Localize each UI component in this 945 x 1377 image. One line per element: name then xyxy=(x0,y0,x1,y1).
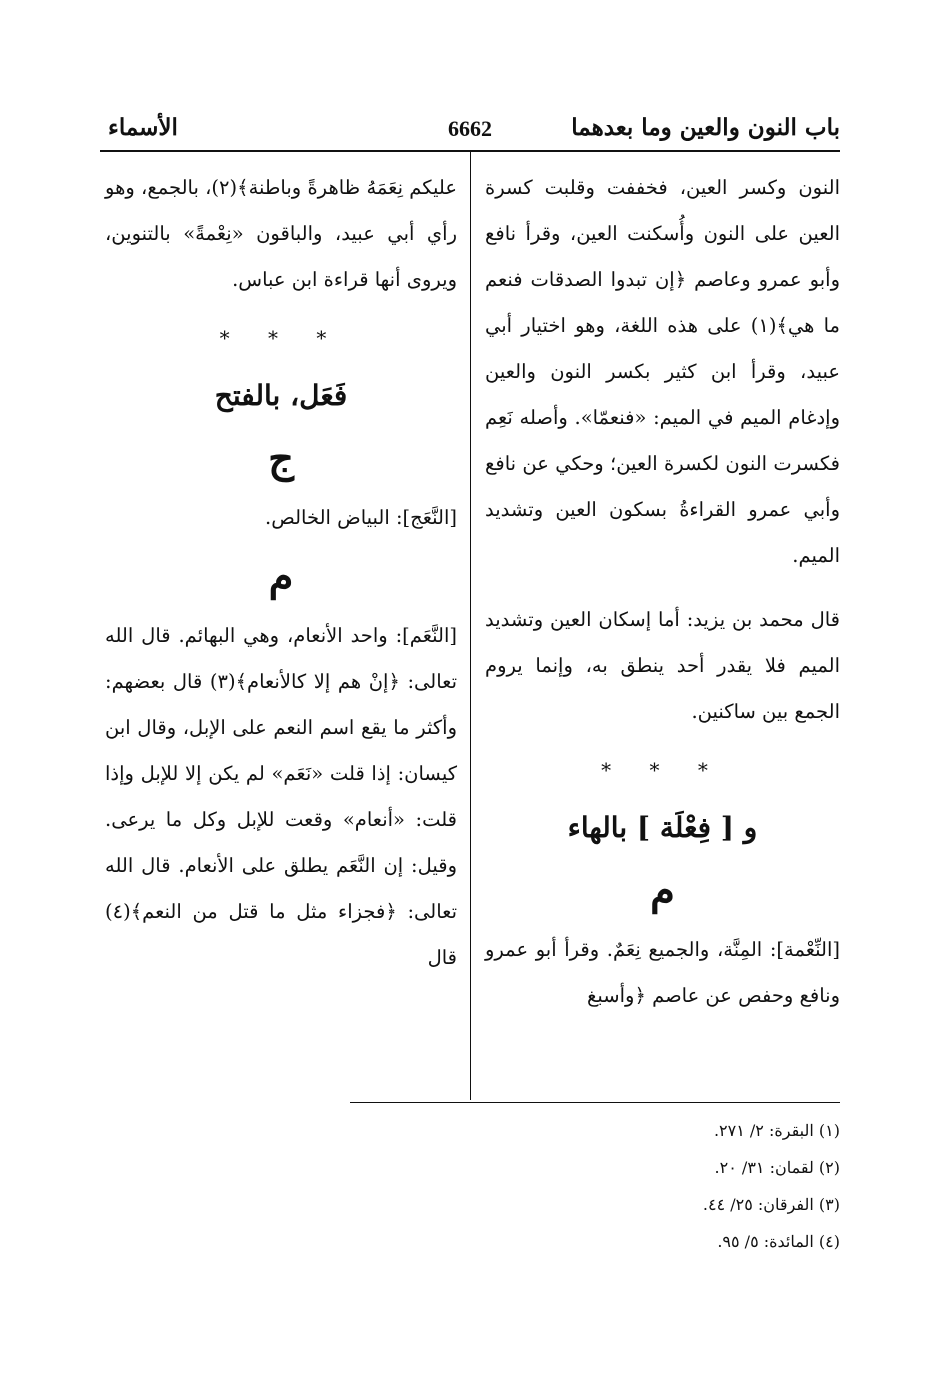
section-separator: * * * xyxy=(219,326,343,350)
right-column xyxy=(485,165,840,1019)
letter-heading: ج xyxy=(268,435,294,482)
paragraph: [النَّعَم]: واحد الأنعام، وهي البهائم. قال الله تعالى: ﴿إنْ هم إلا كالأنعام﴾(٣) قال بعضهم: وأكثر ما يقع اسم النعم على الإبل، وقال ابن كيسان: إذا قلت «نَعَم» لم يكن إلا للإبل وإذا قلت: «أنعام» وقعت للإبل وكل ما يرعى. وقيل: إن النَّعَم يطلق على الأنعام. قال الله تعالى: ﴿فجزاء مثل ما قتل من النعم﴾(٤) قال xyxy=(105,624,458,969)
paragraph: النون وكسر العين، فخففت وقلبت كسرة العين على النون وأُسكنت العين، وقرأ نافع وأبو عمرو وعاصم ﴿إن تبدوا الصدقات فنعم ما هي﴾(١) على هذه اللغة، وهو اختيار أبي عبيد، وقرأ ابن كثير بكسر النون والعين وإدغام الميم في الميم: «فنعمّا». وأصله نَعِم فكسرت النون لكسرة العين؛ وحكي عن نافع وأبي عمرو القراءةُ بسكون العين وتشديد الميم. xyxy=(485,176,841,567)
page-number: 6662 xyxy=(448,116,492,141)
section-heading: و [ فِعْلَة ] بالهاء xyxy=(567,811,758,844)
footnote: (١) البقرة: ٢/ ٢٧١. xyxy=(713,1121,840,1140)
footnote: (٣) الفرقان: ٢٥/ ٤٤. xyxy=(702,1195,840,1214)
letter-heading: م xyxy=(268,553,294,600)
paragraph: قال محمد بن يزيد: أما إسكان العين وتشديد الميم فلا يقدر أحد ينطق به، وإنما يروم الجمع بين ساكنين. xyxy=(485,608,840,723)
paragraph: [النَّعَج]: البياض الخالص. xyxy=(265,506,457,529)
section-separator: * * * xyxy=(601,758,724,782)
footnote: (٢) لقمان: ٣١/ ٢٠. xyxy=(714,1158,840,1177)
section-heading: فَعَل، بالفتح xyxy=(214,379,348,412)
section-title: الأسماء xyxy=(108,114,178,141)
letter-heading: م xyxy=(650,867,675,914)
column-divider xyxy=(470,150,471,1100)
page-header xyxy=(100,108,840,148)
paragraph: عليكم نِعَمَهُ ظاهرةً وباطنة﴾(٢)، بالجمع، وهو رأي أبي عبيد، والباقون «نِعْمةً» بالتنوين، ويروى أنها قراءة ابن عباس. xyxy=(105,176,457,291)
left-column xyxy=(105,165,457,981)
footnote-rule xyxy=(350,1102,840,1103)
footnotes xyxy=(500,1112,840,1260)
running-title: باب النون والعين وما بعدهما xyxy=(571,114,840,141)
footnote: (٤) المائدة: ٥/ ٩٥. xyxy=(717,1232,840,1251)
paragraph: [النِّعْمة]: المِنَّة، والجميع نِعَمٌ. وقرأ أبو عمرو ونافع وحفص عن عاصم ﴿وأسبغ xyxy=(485,938,840,1007)
